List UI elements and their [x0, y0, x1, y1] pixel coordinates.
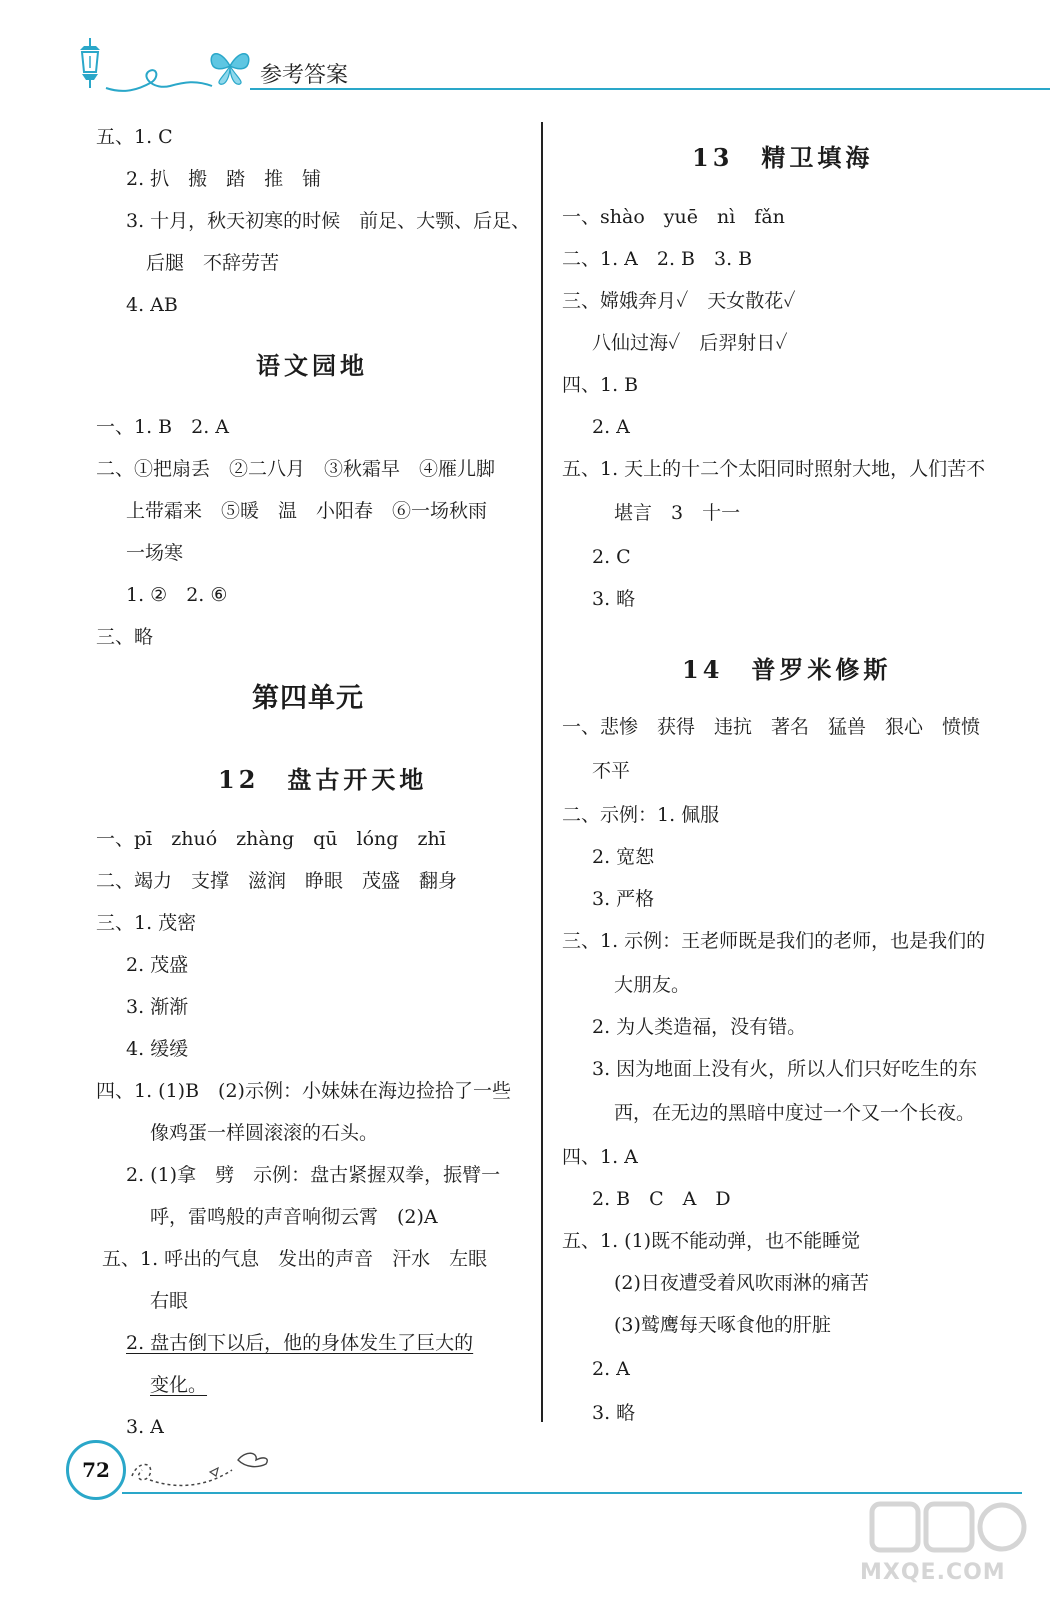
- answer-line: 4. AB: [126, 294, 178, 316]
- answer-line: 3. 略: [592, 1402, 636, 1424]
- answer-line: (2)日夜遭受着风吹雨淋的痛苦: [614, 1272, 869, 1294]
- watermark: [858, 1498, 1038, 1588]
- answer-line: 呼，雷鸣般的声音响彻云霄 (2)A: [150, 1206, 438, 1228]
- answer-line: 后腿 不辞劳苦: [146, 252, 280, 274]
- lesson-heading: [692, 138, 873, 173]
- answer-line: 一场寒: [126, 542, 184, 564]
- lesson-number: 13: [692, 143, 734, 172]
- answer-line: 二、1. A 2. B 3. B: [562, 248, 753, 270]
- header-rule: [250, 88, 1050, 90]
- answer-line: 2. 茂盛: [126, 954, 189, 976]
- answer-line: 四、1. (1)B (2)示例：小妹妹在海边捡拾了一些: [96, 1080, 511, 1102]
- answer-line: 右眼: [150, 1290, 189, 1312]
- answer-line: 2. 扒 搬 踏 推 铺: [126, 168, 322, 190]
- answer-line-underlined: 2. 盘古倒下以后，他的身体发生了巨大的: [126, 1332, 474, 1354]
- answer-line: 堪言 3 十一: [614, 502, 741, 524]
- answer-line: 五、1. 天上的十二个太阳同时照射大地，人们苦不: [562, 458, 986, 480]
- answer-line: 3. 严格: [592, 888, 655, 910]
- lesson-heading: [682, 650, 891, 685]
- answer-line: 三、略: [96, 626, 154, 648]
- column-divider: [541, 122, 543, 1422]
- answer-line: 像鸡蛋一样圆滚滚的石头。: [150, 1122, 379, 1144]
- butterfly-icon: [206, 46, 254, 86]
- answer-line: 3. 略: [592, 588, 636, 610]
- answer-line: 2. 为人类造福，没有错。: [592, 1016, 807, 1038]
- answer-line: 一、悲惨 获得 违抗 著名 猛兽 狠心 愤愤: [562, 716, 981, 738]
- header-title: 参考答案: [260, 63, 349, 88]
- answer-line: 2. A: [592, 416, 630, 438]
- lesson-heading: [218, 760, 427, 795]
- answer-line: 上带霜来 ⑤暖 温 小阳春 ⑥一场秋雨: [126, 500, 488, 522]
- answer-line: 4. 缓缓: [126, 1038, 189, 1060]
- answer-line: 二、①把扇丢 ②二八月 ③秋霜早 ④雁儿脚: [96, 458, 496, 480]
- answer-line: 二、竭力 支撑 滋润 睁眼 茂盛 翻身: [96, 870, 458, 892]
- answer-line: 1. ② 2. ⑥: [126, 584, 228, 606]
- section-heading: 语文园地: [256, 351, 368, 380]
- page-header: [60, 36, 1050, 96]
- answer-line: 三、1. 茂密: [96, 912, 197, 934]
- watermark-logo-icon: [868, 1498, 1028, 1558]
- answer-line-underlined: 变化。: [150, 1374, 208, 1396]
- answer-line: 2. B C A D: [592, 1188, 731, 1210]
- answer-line: 3. 渐渐: [126, 996, 189, 1018]
- answer-line: 2. (1)拿 劈 示例：盘古紧握双拳，振臂一: [126, 1164, 501, 1186]
- answer-line: 二、示例：1. 佩服: [562, 804, 720, 826]
- answer-line: 三、嫦娥奔月✓ 天女散花✓: [562, 290, 796, 312]
- answer-line: 大朋友。: [614, 974, 691, 996]
- answer-line: 一、1. B 2. A: [96, 416, 230, 438]
- answer-line: 五、1. C: [96, 126, 173, 148]
- lesson-title: 普罗米修斯: [751, 655, 892, 684]
- answer-line: 一、pī zhuó zhàng qū lóng zhī: [96, 828, 446, 850]
- answer-line: 一、shào yuē nì fǎn: [562, 206, 785, 228]
- answer-line: 八仙过海✓ 后羿射日✓: [592, 332, 788, 354]
- footer-rule: [122, 1492, 1022, 1494]
- answer-line: 3. A: [126, 1416, 164, 1438]
- answer-line: 四、1. A: [562, 1146, 638, 1168]
- lesson-number: 14: [682, 655, 724, 684]
- answer-line: 2. A: [592, 1358, 630, 1380]
- page-number: 72: [66, 1440, 126, 1500]
- answer-line: 2. C: [592, 546, 631, 568]
- lesson-title: 精卫填海: [761, 143, 874, 172]
- answer-line: 西，在无边的黑暗中度过一个又一个长夜。: [614, 1102, 976, 1124]
- answer-line: (3)鹫鹰每天啄食他的肝脏: [614, 1314, 831, 1336]
- lesson-number: 12: [218, 765, 260, 794]
- dotted-flourish-icon: [128, 1446, 278, 1496]
- answer-line: 五、1. (1)既不能动弹，也不能睡觉: [562, 1230, 861, 1252]
- watermark-text: MXQE.COM: [860, 1560, 1006, 1585]
- unit-heading: 第四单元: [252, 683, 364, 714]
- answer-line: 五、1. 呼出的气息 发出的声音 汗水 左眼: [102, 1248, 488, 1270]
- answer-line: 3. 因为地面上没有火，所以人们只好吃生的东: [592, 1058, 978, 1080]
- lesson-title: 盘古开天地: [287, 765, 428, 794]
- vine-swirl-icon: [104, 50, 214, 94]
- answer-line: 3. 十月，秋天初寒的时候 前足、大颚、后足、: [126, 210, 531, 232]
- answer-line: 不平: [592, 760, 631, 782]
- answer-line: 三、1. 示例：王老师既是我们的老师，也是我们的: [562, 930, 986, 952]
- answer-line: 四、1. B: [562, 374, 639, 396]
- answer-line: 2. 宽恕: [592, 846, 655, 868]
